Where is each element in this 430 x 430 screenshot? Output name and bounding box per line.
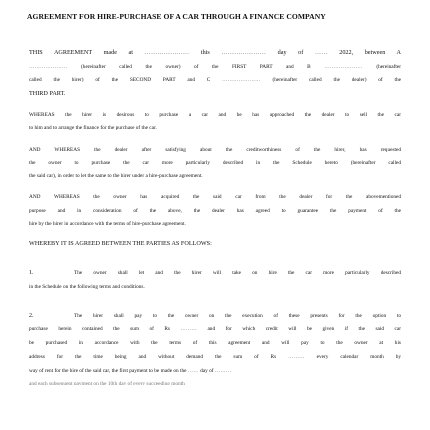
blank-day: ………………… — [221, 49, 267, 56]
dealer-clause: (hereinafter called the dealer) of the — [272, 77, 401, 83]
clause-2-line-6-cut: and each subsequent payment on the 10th day of every succeeding month — [29, 381, 185, 385]
whereas-2-line-2: the owner to purchase the car more particularly described in the Schedule hereto (hereinafter called — [29, 160, 401, 166]
clause-2-line-5 — [29, 366, 401, 376]
clause-2-line-3: be purchased in accordance with the terms of this agreement and will pay to the owner at his — [29, 340, 401, 346]
blank-dealer: ………………… — [222, 77, 261, 83]
whereas-1-line-2: to him and to arrange the finance for the purchase of the car. — [29, 125, 157, 131]
year-between-label: 2022, between A — [339, 49, 401, 56]
hirer-clause: called the hirer) of the SECOND PART and C — [29, 77, 211, 83]
whereas-2-line-1: AND WHEREAS the dealer after satisfying about the creditworthiness of the hirer, has requested — [29, 147, 401, 153]
blank-month: …… — [314, 49, 328, 56]
made-at-label: made at — [103, 49, 134, 56]
blank-owner: ………………… — [29, 64, 68, 70]
blank-monthly-sum: ……… — [288, 354, 305, 360]
blank-first-day: …… — [187, 368, 199, 374]
monthly-clause: every calendar month by — [316, 354, 401, 360]
clause-2-line-4 — [29, 352, 401, 362]
this-label: this — [200, 49, 210, 56]
clause-1-line-1: The owner shall let and the hirer will take on hire the car more particularly described — [74, 270, 401, 276]
option-sum-label: purchase herein contained the sum of Rs — [29, 326, 170, 332]
credit-clause: and for which credit will be given if the said car — [207, 326, 401, 332]
day-of-label-2: day of — [200, 368, 214, 374]
parties-line-3 — [29, 75, 401, 85]
clause-2-line-2 — [29, 324, 401, 334]
whereas-1-line-1: WHEREAS the hirer is desirous to purchase a car and he has approached the dealer to sell the car — [29, 112, 401, 118]
document-title: AGREEMENT FOR HIRE-PURCHASE OF A CAR THROUGH A FINANCE COMPANY — [27, 12, 326, 21]
clause-2-line-1: The hirer shall pay to the owner on the execution of these presents for the option to — [74, 313, 401, 319]
whereas-2-line-3: the said car), in order to let the same to the hirer under a hire-purchase agreement. — [29, 173, 203, 179]
parties-line-4: THIRD PART. — [29, 90, 66, 97]
owner-clause: (hereinafter called the owner) of the FIRST PART and B — [81, 64, 311, 70]
blank-hirer: ………………… — [324, 64, 363, 70]
parties-line-1 — [29, 48, 401, 58]
blank-option-sum: ……… — [180, 326, 197, 332]
blank-place: ………………… — [144, 49, 190, 56]
whereas-3-line-2: purpose and in consideration of the above, the dealer has agreed to guarantee the payment of the — [29, 208, 401, 214]
this-agreement-label: THIS AGREEMENT — [29, 49, 93, 56]
whereas-3-line-1: AND WHEREAS the owner has acquired the said car from the dealer for the abovementioned — [29, 194, 401, 200]
clause-1-number: 1. — [29, 270, 34, 276]
clause-2-number: 2. — [29, 313, 34, 319]
hereinafter-label: (hereinafter — [376, 64, 401, 70]
monthly-sum-label: address for the time being and without demand the sum of Rs — [29, 354, 277, 360]
whereas-3-line-3: hire by the hirer in accordance with the terms of hire-purchase agreement. — [29, 221, 186, 227]
day-of-label: day of — [277, 49, 304, 56]
parties-line-2 — [29, 62, 401, 72]
clause-1-line-2: in the Schedule on the following terms and conditions. — [29, 284, 145, 290]
first-payment-clause: way of rent for the hire of the said car, the first payment to be made on the — [29, 368, 187, 374]
agreed-heading: WHEREBY IT IS AGREED BETWEEN THE PARTIES AS FOLLOWS: — [29, 240, 212, 247]
blank-first-month: ……… — [214, 368, 232, 374]
